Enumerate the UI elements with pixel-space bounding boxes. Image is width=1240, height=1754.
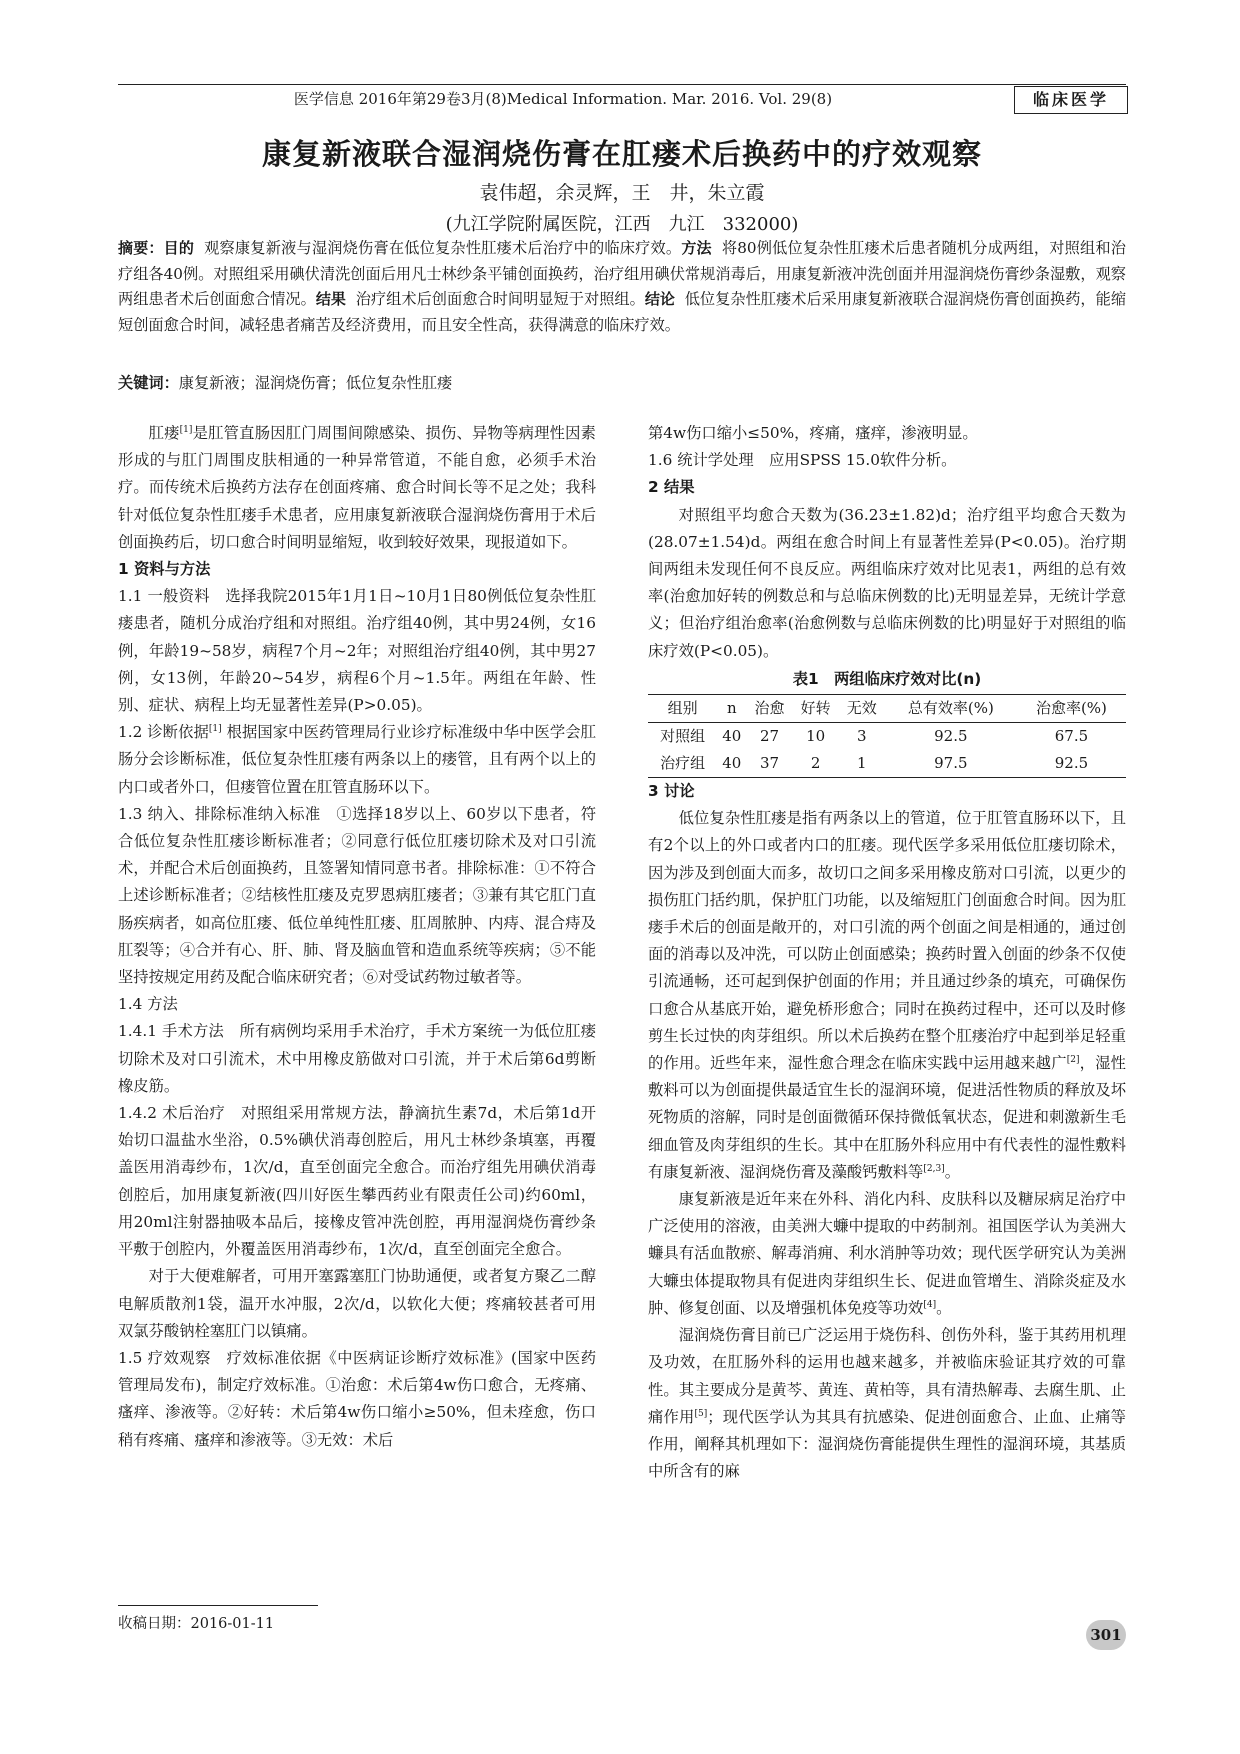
para-1-2: 1.2 诊断依据[1] 根据国家中医药管理局行业诊疗标准级中华中医学会肛肠分会诊断标准，低位复杂性肛瘘有两条以上的瘘管，且有两个以上的内口或者外口，但瘘管位置在肛管直肠环以下。 [118,723,596,796]
table-row [648,750,1126,778]
table-cell: 92.5 [1054,754,1089,773]
para-1-1: 1.1 一般资料 选择我院2015年1月1日~10月1日80例低位复杂性肛瘘患者，随机分成治疗组和对照组。治疗组40例，其中男24例，女16例，年龄19~58岁，病程7个月~2年；对照组治疗组40例，其中男27例，女13例，年龄20~54岁，病程6个月~1.5年。两组在年龄、性别、症状、病程上均无显著性差异(P>0.05)。 [118,587,596,715]
col-header: 好转 [793,695,839,723]
col-header: 治愈 [746,695,792,723]
table-cell: 40 [722,727,742,746]
citation: [4] [923,1299,937,1310]
col-header: 治愈率(%) [1017,695,1126,723]
methods-text: 将80例低位复杂性肛瘘术后患者随机分成两组，对照组和治疗组各40例。对照组采用碘伏清洗创面后用凡士林纱条平铺创面换药，治疗组用碘伏常规消毒后，用康复新液冲洗创面并用湿润烧伤膏纱条湿敷，观察两组患者术后创面愈合情况。 [118,239,1126,309]
left-column [118,420,596,1454]
table-cell: 3 [856,727,867,746]
affiliation: (九江学院附属医院，江西 九江 332000) [445,214,799,235]
table-cell: 40 [722,754,742,773]
table-cell: 2 [810,754,821,773]
table-cell: 92.5 [934,727,968,746]
header-rule [118,84,1126,85]
authors: 袁伟超，余灵辉，王 井，朱立霞 [479,182,765,204]
col-header: 无效 [839,695,885,723]
table-row [648,723,1126,751]
abstract [118,236,1126,338]
col-header: 组别 [648,695,717,723]
intro-paragraph: 肛瘘[1]是肛管直肠因肛门周围间隙感染、损伤、异物等病理性因素形成的与肛门周围皮肤相通的一种异常管道，不能自愈，必须手术治疗。而传统术后换药方法存在创面疼痛、愈合时间长等不足之处；我科针对低位复杂性肛瘘手术患者，应用康复新液联合湿润烧伤膏用于术后创面换药后，切口愈合时间明显缩短，收到较好效果，现报道如下。 [118,424,596,551]
table-cell: 对照组 [660,727,706,746]
citation: [1] [208,724,222,735]
para-1-4-1: 1.4.1 手术方法 所有病例均采用手术治疗，手术方案统一为低位肛瘘切除术及对口引流术，术中用橡皮筋做对口引流，并于术后第6d剪断橡皮筋。 [118,1022,596,1095]
para-1-6: 1.6 统计学处理 应用SPSS 15.0软件分析。 [648,451,957,470]
section-heading-1: 1 资料与方法 [118,560,211,579]
article-title: 康复新液联合湿润烧伤膏在肛瘘术后换药中的疗效观察 [261,137,982,171]
footnote-rule [118,1605,318,1606]
table-header-row [648,695,1126,723]
table-cell: 67.5 [1054,727,1089,746]
results-table [648,694,1126,778]
citation: [5] [694,1408,708,1419]
keywords [118,372,1126,393]
objective-label: 目的 [163,239,195,257]
received-date: 收稿日期：2016-01-11 [118,1616,275,1632]
col-header: n [717,695,746,723]
table-cell: 1 [856,754,867,773]
methods-label: 方法 [681,239,712,257]
right-column [648,420,1126,1485]
keywords-text: 康复新液；湿润烧伤膏；低位复杂性肛瘘 [178,374,453,392]
table-cell: 37 [759,754,780,773]
discussion-paragraph-3: 湿润烧伤膏目前已广泛运用于烧伤科、创伤外科，鉴于其药用机理及功效，在肛肠外科的运用也越来越多，并被临床验证其疗效的可靠性。其主要成分是黄芩、黄连、黄柏等，具有清热解毒、去腐生肌、止痛作用[5]；现代医学认为其具有抗感染、促进创面愈合、止血、止痛等作用，阐释其机理如下：湿润烧伤膏能提供生理性的湿润环境，其基质中所含有的麻 [648,1326,1126,1481]
table-cell: 97.5 [934,754,968,773]
discussion-paragraph-1: 低位复杂性肛瘘是指有两条以上的管道，位于肛管直肠环以下，且有2个以上的外口或者内口的肛瘘。现代医学多采用低位肛瘘切除术，因为涉及到创面大而多，故切口之间多采用橡皮筋对口引流，以更少的损伤肛门括约肌，保护肛门功能，以及缩短肛门创面愈合时间。因为肛瘘手术后的创面是敞开的，对口引流的两个创面之间是相通的，通过创面的消毒以及冲洗，可以防止创面感染；换药时置入创面的纱条不仅使引流通畅，还可起到保护创面的作用；并且通过纱条的填充，可确保伤口愈合从基底开始，避免桥形愈合；同时在换药过程中，还可以及时修剪生长过快的肉芽组织。所以术后换药在整个肛瘘治疗中起到举足轻重的作用。近些年来，湿性愈合理念在临床实践中运用越来越广[2]，湿性敷料可以为创面提供最适宜生长的湿润环境，促进活性物质的释放及坏死物质的溶解，同时是创面微循环保持微低氧状态，促进和刺激新生毛细血管及肉芽组织的生长。其中在肛肠外科应用中有代表性的湿性敷料有康复新液、湿润烧伤膏及藻酸钙敷料等[2,3]。 [648,809,1126,1181]
section-heading-3: 3 讨论 [648,782,695,801]
para-1-4-2-b: 对于大便难解者，可用开塞露塞肛门协助通便，或者复方聚乙二醇电解质散剂1袋，温开水冲服，2次/d，以软化大便；疼痛较甚者可用双氯芬酸钠栓塞肛门以镇痛。 [118,1267,596,1340]
results-label: 结果 [315,290,346,309]
table-cell: 10 [806,727,826,746]
citation: [1] [179,424,193,435]
para-1-3: 1.3 纳入、排除标准纳入标准 ①选择18岁以上、60岁以下患者，符合低位复杂性肛瘘诊断标准者；②同意行低位肛瘘切除术及对口引流术，并配合术后创面换药，且签署知情同意书者。排除标准：①不符合上述诊断标准者；②结核性肛瘘及克罗恩病肛瘘者；③兼有其它肛门直肠疾病者，如高位肛瘘、低位单纯性肛瘘、肛周脓肿、内痔、混合痔及肛裂等；④合并有心、肝、肺、肾及脑血管和造血系统等疾病；⑤不能坚持按规定用药及配合临床研究者；⑥对受试药物过敏者等。 [118,804,596,987]
citation: [2,3] [923,1163,945,1174]
results-text: 治疗组术后创面愈合时间明显短于对照组。 [355,290,645,309]
conclusion-label: 结论 [644,290,675,309]
journal-header: 医学信息 2016年第29卷3月(8)Medical Information. Mar. 2016. Vol. 29(8) [293,90,833,108]
para-1-4: 1.4 方法 [118,995,178,1014]
para-1-5: 1.5 疗效观察 疗效标准依据《中医病证诊断疗效标准》(国家中医药管理局发布)，制定疗效标准。①治愈：术后第4w伤口愈合，无疼痛、瘙痒、渗液等。②好转：术后第4w伤口缩小≥50%，但未痊愈，伤口稍有疼痛、瘙痒和渗液等。③无效：术后 [118,1348,596,1449]
table-cell: 27 [759,727,780,746]
conclusion-text: 低位复杂性肛瘘术后采用康复新液联合湿润烧伤膏创面换药，能缩短创面愈合时间，减轻患者痛苦及经济费用，而且安全性高，获得满意的临床疗效。 [118,290,1127,334]
abstract-label: 摘要： [118,239,164,257]
discussion-paragraph-2: 康复新液是近年来在外科、消化内科、皮肤科以及糖尿病足治疗中广泛使用的溶液，由美洲大蠊中提取的中药制剂。祖国医学认为美洲大蠊具有活血散瘀、解毒消痈、利水消肿等功效；现代医学研究认为美洲大蠊虫体提取物具有促进肉芽组织生长、促进血管增生、消除炎症及水肿、修复创面、以及增强机体免疫等功效[4]。 [648,1190,1126,1317]
table-cell: 治疗组 [660,754,706,773]
objective-text: 观察康复新液与湿润烧伤膏在低位复杂性肛瘘术后治疗中的临床疗效。 [204,239,682,257]
keywords-label: 关键词： [118,374,179,392]
section-tag: 临床医学 [1014,86,1128,114]
section-heading-2: 2 结果 [648,478,695,497]
para-1-4-2: 1.4.2 术后治疗 对照组采用常规方法，静滴抗生素7d，术后第1d开始切口温盐水坐浴，0.5%碘伏消毒创腔后，用凡士林纱条填塞，再覆盖医用消毒纱布，1次/d，直至创面完全愈合。而治疗组先用碘伏消毒创腔后，加用康复新液(四川好医生攀西药业有限责任公司)约60ml，用20ml注射器抽吸本品后，接橡皮管冲洗创腔，再用湿润烧伤膏纱条平敷于创腔内，外覆盖医用消毒纱布，1次/d，直至创面完全愈合。 [118,1104,596,1259]
col-header: 总有效率(%) [885,695,1017,723]
results-paragraph: 对照组平均愈合天数为(36.23±1.82)d；治疗组平均愈合天数为(28.07±1.54)d。两组在愈合时间上有显著性差异(P<0.05)。治疗期间两组未发现任何不良反应。两组临床疗效对比见表1，两组的总有效率(治愈加好转的例数总和与总临床例数的比)无明显差异，无统计学意义；但治疗组治愈率(治愈例数与总临床例数的比)明显好于对照组的临床疗效(P<0.05)。 [648,505,1126,660]
table-title: 表1 两组临床疗效对比(n) [792,669,982,688]
page-number: 301 [1086,1620,1126,1650]
para-1-5-cont: 第4w伤口缩小≤50%，疼痛，瘙痒，渗液明显。 [648,424,978,442]
citation: [2] [1066,1054,1080,1065]
